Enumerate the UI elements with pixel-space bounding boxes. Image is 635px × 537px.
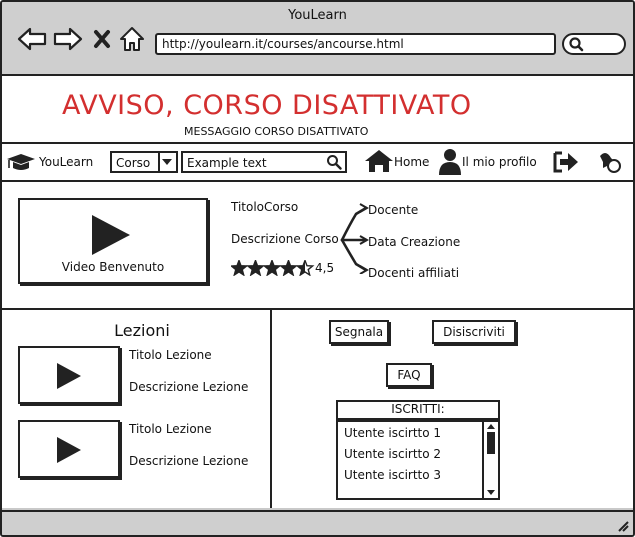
arrow-left-icon[interactable] [17,27,47,51]
course-rating-value: 4,5 [315,261,335,275]
course-actions-panel [272,310,633,508]
browser-toolbar [2,2,633,76]
lesson-description: Descrizione Lezione [129,454,249,468]
star-fill [281,261,296,275]
category-select-value: Corso [116,156,151,170]
course-search-text: Example text [187,156,267,170]
lesson-title: Titolo Lezione [129,348,212,362]
alert-title: AVVISO, CORSO DISATTIVATO [62,90,472,121]
subscribers-scrollbar[interactable] [482,422,498,498]
faq-button[interactable]: FAQ [386,363,432,387]
close-icon[interactable] [93,29,111,49]
graduation-cap-icon [6,153,36,173]
link-affiliated-teachers[interactable]: Docenti affiliati [368,266,460,280]
home-nav-icon[interactable] [364,149,394,173]
course-description: Descrizione Corso [231,232,339,246]
logout-icon[interactable] [552,150,580,174]
alert-message: MESSAGGIO CORSO DISATTIVATO [184,125,369,138]
main-navbar [2,144,633,182]
list-item[interactable]: Utente iscirtto 1 [344,426,442,440]
nav-profile-link[interactable]: Il mio profilo [462,155,537,169]
welcome-video-label: Video Benvenuto [61,260,165,274]
subscribers-heading: ISCRITTI: [336,400,500,420]
star-fill [231,261,246,275]
play-icon[interactable] [91,214,131,256]
home-icon[interactable] [119,26,145,52]
subscribers-list[interactable] [336,420,500,500]
star-fill [248,261,263,275]
unsubscribe-button[interactable]: Disiscriviti [432,320,516,344]
play-icon[interactable] [56,436,82,464]
search-icon[interactable] [326,154,342,170]
course-search-input[interactable] [181,151,347,173]
list-item[interactable]: Utente iscirtto 2 [344,447,442,461]
link-teacher[interactable]: Docente [368,203,419,217]
lesson-video[interactable] [18,346,120,404]
link-creation-date[interactable]: Data Creazione [368,235,461,249]
lessons-panel [2,310,272,508]
report-button[interactable]: Segnala [329,320,389,344]
url-input[interactable]: http://youlearn.it/courses/ancourse.html [155,33,556,55]
welcome-video[interactable] [18,198,208,284]
alert-banner [2,76,633,144]
lessons-heading: Lezioni [114,321,170,340]
course-rating-stars [231,260,315,276]
lesson-video[interactable] [18,420,120,478]
lesson-description: Descrizione Lezione [129,380,249,394]
category-select[interactable] [110,151,178,173]
play-icon[interactable] [56,362,82,390]
branch-connector [338,202,372,274]
chevron-down-icon [158,153,176,171]
arrow-right-icon[interactable] [53,27,83,51]
notifications-icon[interactable] [596,150,624,176]
star-fill [264,261,279,275]
nav-home-link[interactable]: Home [394,155,430,169]
window-title: YouLearn [288,8,347,23]
browser-search-input[interactable] [562,33,626,55]
list-item[interactable]: Utente iscirtto 3 [344,468,442,482]
status-bar [2,510,633,537]
resize-grip-icon[interactable] [615,518,629,532]
brand-name[interactable]: YouLearn [39,155,94,169]
course-section [2,182,633,310]
lesson-title: Titolo Lezione [129,422,212,436]
user-icon[interactable] [438,148,462,176]
search-icon [568,36,584,52]
course-title: TitoloCorso [231,200,299,214]
